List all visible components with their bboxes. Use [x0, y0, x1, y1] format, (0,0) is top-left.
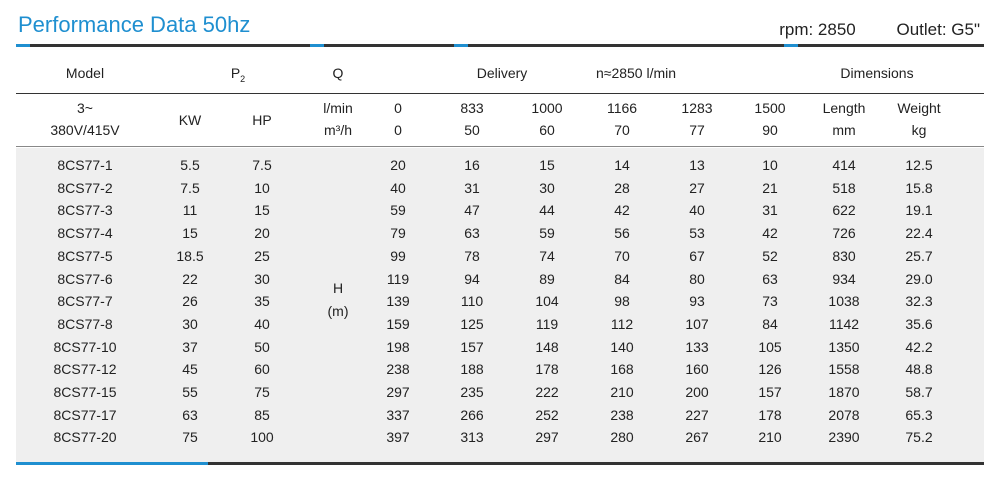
rpm-label: rpm: 2850	[779, 20, 856, 39]
cell-head: 178	[758, 406, 782, 423]
cell-head: 44	[539, 202, 555, 219]
cell-weight: 65.3	[905, 406, 933, 423]
cell-head: 89	[539, 270, 555, 287]
cell-model: 8CS77-15	[53, 384, 117, 400]
header-model: Model	[65, 65, 105, 81]
cell-head: 31	[464, 179, 480, 196]
flow-lmin: 0	[394, 100, 402, 116]
cell-head: 133	[685, 338, 709, 355]
cell-model: 8CS77-4	[57, 225, 113, 242]
cell-head: 27	[689, 179, 705, 196]
cell-hp: 20	[254, 225, 270, 242]
cell-length: 1142	[828, 315, 860, 332]
header-hp: HP	[252, 112, 272, 128]
cell-head: 30	[539, 179, 555, 196]
cell-head: 40	[689, 202, 705, 219]
flow-lmin: 1500	[754, 100, 786, 116]
cell-head: 119	[535, 315, 559, 332]
flow-m3h: 90	[762, 122, 778, 138]
cell-kw: 7.5	[180, 179, 200, 196]
header-weight: Weight	[897, 100, 941, 116]
cell-head: 157	[758, 384, 782, 400]
cell-kw: 37	[182, 338, 198, 355]
cell-head: 266	[460, 406, 484, 423]
table-row	[16, 425, 984, 448]
cell-head: 148	[535, 338, 559, 355]
cell-length: 1558	[828, 361, 860, 378]
cell-weight: 42.2	[905, 338, 933, 355]
cell-head: 267	[685, 429, 709, 446]
cell-model: 8CS77-12	[53, 361, 117, 378]
flow-m3h: 50	[464, 122, 480, 138]
header-m3h: m³/h	[324, 122, 352, 138]
table-row	[16, 380, 984, 403]
cell-length: 2390	[828, 429, 860, 446]
cell-head: 280	[610, 429, 634, 446]
cell-weight: 35.6	[905, 315, 933, 332]
cell-model: 8CS77-6	[57, 270, 113, 287]
table-row	[16, 357, 984, 380]
cell-hp: 60	[254, 361, 270, 378]
flow-m3h: 60	[539, 122, 555, 138]
cell-kw: 15	[182, 225, 198, 242]
flow-lmin: 833	[460, 100, 484, 116]
header-length-unit: mm	[832, 122, 856, 138]
cell-length: 1870	[828, 384, 860, 400]
cell-head: 110	[460, 293, 484, 310]
cell-model: 8CS77-7	[57, 293, 113, 310]
cell-weight: 22.4	[905, 225, 933, 242]
table-row	[16, 335, 984, 358]
cell-kw: 55	[182, 384, 198, 400]
cell-head: 59	[539, 225, 555, 242]
cell-head: 42	[614, 202, 630, 219]
cell-head: 93	[689, 293, 705, 310]
cell-weight: 25.7	[905, 247, 933, 264]
cell-kw: 30	[182, 315, 198, 332]
cell-head: 78	[464, 247, 480, 264]
cell-hp: 30	[254, 270, 270, 287]
cell-weight: 48.8	[905, 361, 933, 378]
table-row	[16, 198, 984, 221]
cell-head: 98	[614, 293, 630, 310]
table-row	[16, 403, 984, 426]
cell-head: 94	[464, 270, 480, 287]
header-weight-unit: kg	[911, 122, 927, 138]
cell-length: 726	[832, 225, 856, 242]
cell-head: 119	[386, 270, 410, 287]
cell-kw: 75	[182, 429, 198, 446]
cell-head: 31	[762, 202, 778, 219]
cell-hp: 85	[254, 406, 270, 423]
cell-head: 10	[762, 157, 778, 173]
cell-head: 200	[685, 384, 709, 400]
cell-head: 63	[762, 270, 778, 287]
cell-head: 53	[689, 225, 705, 242]
cell-head: 15	[539, 157, 555, 173]
cell-head: 28	[614, 179, 630, 196]
header-kw: KW	[178, 112, 202, 128]
cell-model: 8CS77-1	[57, 157, 113, 173]
cell-head: 188	[460, 361, 484, 378]
table-row	[16, 244, 984, 267]
cell-head: 70	[614, 247, 630, 264]
cell-kw: 11	[182, 202, 198, 219]
cell-head: 56	[614, 225, 630, 242]
cell-head: 80	[689, 270, 705, 287]
cell-kw: 45	[182, 361, 198, 378]
cell-model: 8CS77-8	[57, 315, 113, 332]
cell-head: 297	[386, 384, 410, 400]
flow-lmin: 1000	[531, 100, 563, 116]
flow-m3h: 77	[689, 122, 705, 138]
cell-weight: 32.3	[905, 293, 933, 310]
cell-head: 157	[460, 338, 484, 355]
cell-length: 2078	[828, 406, 860, 423]
cell-kw: 18.5	[176, 247, 204, 264]
cell-weight: 75.2	[905, 429, 933, 446]
flow-m3h: 70	[614, 122, 630, 138]
header-delivery: Delivery	[476, 65, 528, 81]
cell-hp: 25	[254, 247, 270, 264]
table-row	[16, 176, 984, 199]
cell-length: 1350	[828, 338, 860, 355]
header-length: Length	[822, 100, 866, 116]
cell-head: 63	[464, 225, 480, 242]
cell-head: 252	[535, 406, 559, 423]
flow-m3h: 0	[394, 122, 402, 138]
cell-weight: 58.7	[905, 384, 933, 400]
cell-head: 84	[762, 315, 778, 332]
cell-head: 16	[464, 157, 480, 173]
header-voltage: 380V/415V	[50, 122, 120, 138]
cell-head: 79	[390, 225, 406, 242]
cell-head: 178	[535, 361, 559, 378]
table-header-row-1	[16, 47, 984, 94]
cell-head: 238	[610, 406, 634, 423]
cell-head: 168	[610, 361, 634, 378]
cell-head: 313	[460, 429, 484, 446]
cell-head: 397	[386, 429, 410, 446]
cell-head: 73	[762, 293, 778, 310]
table-row	[16, 289, 984, 312]
cell-model: 8CS77-3	[57, 202, 113, 219]
cell-kw: 26	[182, 293, 198, 310]
table-row	[16, 153, 984, 176]
header-phase: 3~	[77, 100, 93, 116]
cell-head: 222	[535, 384, 559, 400]
cell-head: 159	[386, 315, 410, 332]
cell-model: 8CS77-17	[53, 406, 117, 423]
cell-length: 1038	[828, 293, 860, 310]
cell-weight: 19.1	[905, 202, 933, 219]
table-row	[16, 221, 984, 244]
cell-head: 238	[386, 361, 410, 378]
head-label: H	[332, 280, 344, 296]
cell-head: 235	[460, 384, 484, 400]
meta-info	[743, 20, 980, 40]
cell-head: 67	[689, 247, 705, 264]
cell-hp: 100	[250, 429, 274, 446]
outlet-label: Outlet: G5"	[896, 20, 980, 39]
cell-head: 112	[610, 315, 634, 332]
cell-head: 13	[689, 157, 705, 173]
cell-hp: 7.5	[252, 157, 272, 173]
page-title: Performance Data 50hz	[18, 12, 251, 37]
cell-hp: 75	[254, 384, 270, 400]
cell-hp: 35	[254, 293, 270, 310]
cell-length: 830	[832, 247, 856, 264]
header-speed: n≈2850 l/min	[595, 65, 677, 81]
table-body	[16, 148, 984, 462]
cell-head: 99	[390, 247, 406, 264]
cell-kw: 63	[182, 406, 198, 423]
cell-head: 84	[614, 270, 630, 287]
cell-length: 414	[832, 157, 856, 173]
table-row	[16, 312, 984, 335]
cell-head: 337	[386, 406, 410, 423]
header-p2: $P_2$	[230, 65, 246, 84]
cell-length: 622	[832, 202, 856, 219]
cell-model: 8CS77-20	[53, 429, 117, 446]
table-header-row-2	[16, 94, 984, 147]
cell-hp: 40	[254, 315, 270, 332]
cell-weight: 15.8	[905, 179, 933, 196]
cell-weight: 29.0	[905, 270, 933, 287]
cell-head: 107	[685, 315, 709, 332]
cell-length: 934	[832, 270, 856, 287]
header-dimensions: Dimensions	[840, 65, 914, 81]
cell-head: 160	[685, 361, 709, 378]
flow-lmin: 1166	[606, 100, 638, 116]
header-q: Q	[332, 65, 344, 81]
cell-kw: 22	[182, 270, 198, 287]
cell-head: 104	[535, 293, 559, 310]
cell-head: 20	[390, 157, 406, 173]
cell-hp: 50	[254, 338, 270, 355]
cell-head: 126	[758, 361, 782, 378]
cell-head: 47	[464, 202, 480, 219]
cell-length: 518	[832, 179, 856, 196]
head-unit: (m)	[327, 303, 349, 319]
cell-head: 139	[386, 293, 410, 310]
cell-head: 105	[758, 338, 782, 355]
bottom-divider	[16, 462, 984, 465]
cell-head: 140	[610, 338, 634, 355]
header-lmin: l/min	[323, 100, 353, 116]
table-row	[16, 267, 984, 290]
cell-head: 210	[610, 384, 634, 400]
cell-hp: 10	[254, 179, 270, 196]
cell-head: 125	[460, 315, 484, 332]
cell-model: 8CS77-5	[57, 247, 113, 264]
cell-head: 227	[685, 406, 709, 423]
cell-kw: 5.5	[180, 157, 200, 173]
cell-weight: 12.5	[905, 157, 933, 173]
cell-head: 21	[762, 179, 778, 196]
cell-model: 8CS77-10	[53, 338, 117, 355]
cell-head: 59	[390, 202, 406, 219]
cell-model: 8CS77-2	[57, 179, 113, 196]
cell-hp: 15	[254, 202, 270, 219]
cell-head: 14	[614, 157, 630, 173]
cell-head: 198	[386, 338, 410, 355]
cell-head: 210	[758, 429, 782, 446]
cell-head: 52	[762, 247, 778, 264]
flow-lmin: 1283	[681, 100, 713, 116]
cell-head: 297	[535, 429, 559, 446]
cell-head: 40	[390, 179, 406, 196]
cell-head: 42	[762, 225, 778, 242]
cell-head: 74	[539, 247, 555, 264]
